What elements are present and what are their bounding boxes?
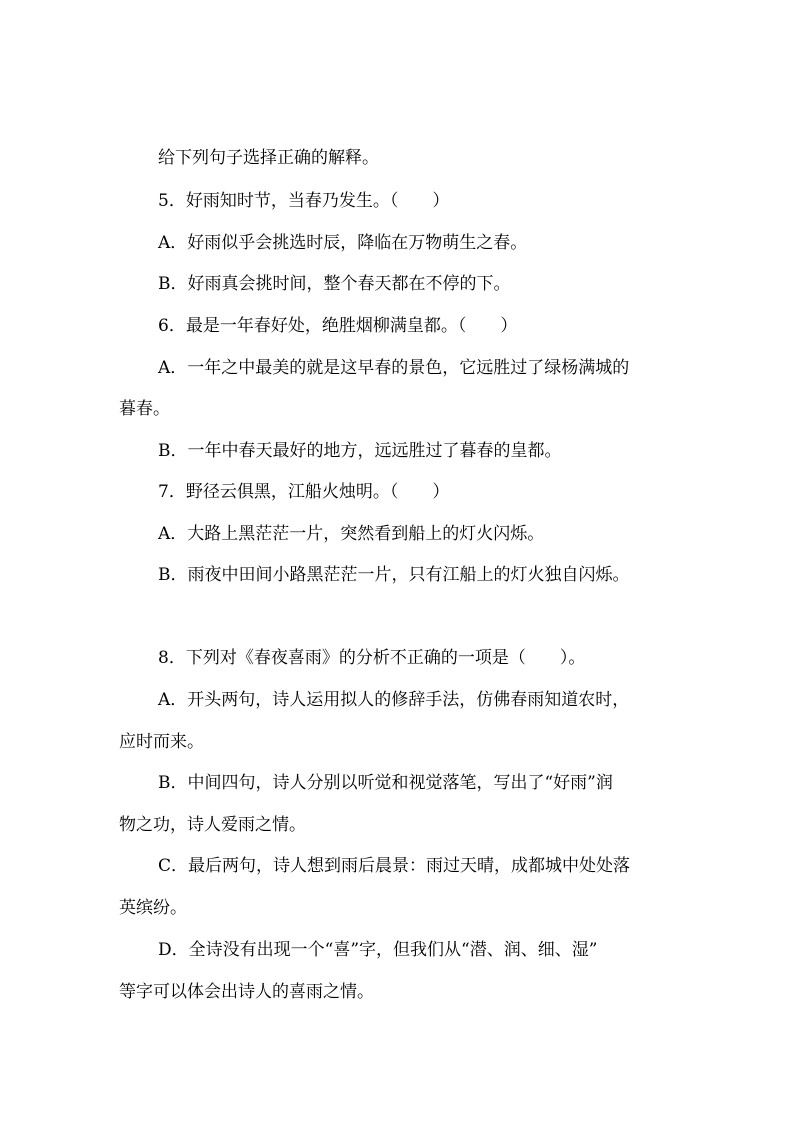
question-7-option-a: A．大路上黑茫茫一片，突然看到船上的灯火闪烁。 [158,524,545,544]
question-6-option-a-line2: 暮春。 [119,399,170,419]
question-8-option-a-line2: 应时而来。 [119,732,204,752]
question-7-stem: 7．野径云俱黑，江船火烛明。（ ） [158,482,450,502]
question-8-option-d-line1: D．全诗没有出现一个“喜”字，但我们从“潜、润、细、湿” [158,940,598,960]
question-5-option-b: B．好雨真会挑时间，整个春天都在不停的下。 [158,274,511,294]
question-6-option-a-line1: A．一年之中最美的就是这早春的景色，它远胜过了绿杨满城的 [158,358,630,378]
question-6-stem: 6．最是一年春好处，绝胜烟柳满皇都。（ ） [158,316,518,336]
question-8-option-b-line1: B．中间四句，诗人分别以听觉和视觉落笔，写出了“好雨”润 [158,773,613,793]
question-5-stem: 5．好雨知时节，当春乃发生。（ ） [158,191,450,211]
question-8-option-d-line2: 等字可以体会出诗人的喜雨之情。 [119,982,374,1002]
question-6-option-b: B．一年中春天最好的地方，远远胜过了暮春的皇都。 [158,441,562,461]
question-8-option-b-line2: 物之功，诗人爱雨之情。 [119,815,306,835]
question-8-option-c-line1: C．最后两句，诗人想到雨后晨景：雨过天晴，成都城中处处落 [158,856,631,876]
question-8-stem: 8．下列对《春夜喜雨》的分析不正确的一项是（ ）。 [158,648,586,668]
question-5-option-a: A．好雨似乎会挑选时辰，降临在万物萌生之春。 [158,233,528,253]
question-7-option-b: B．雨夜中田间小路黑茫茫一片，只有江船上的灯火独自闪烁。 [158,565,630,585]
question-8-option-c-line2: 英缤纷。 [119,898,187,918]
question-8-option-a-line1: A．开头两句，诗人运用拟人的修辞手法，仿佛春雨知道农时， [158,690,630,710]
instruction-text: 给下列句子选择正确的解释。 [158,148,379,168]
